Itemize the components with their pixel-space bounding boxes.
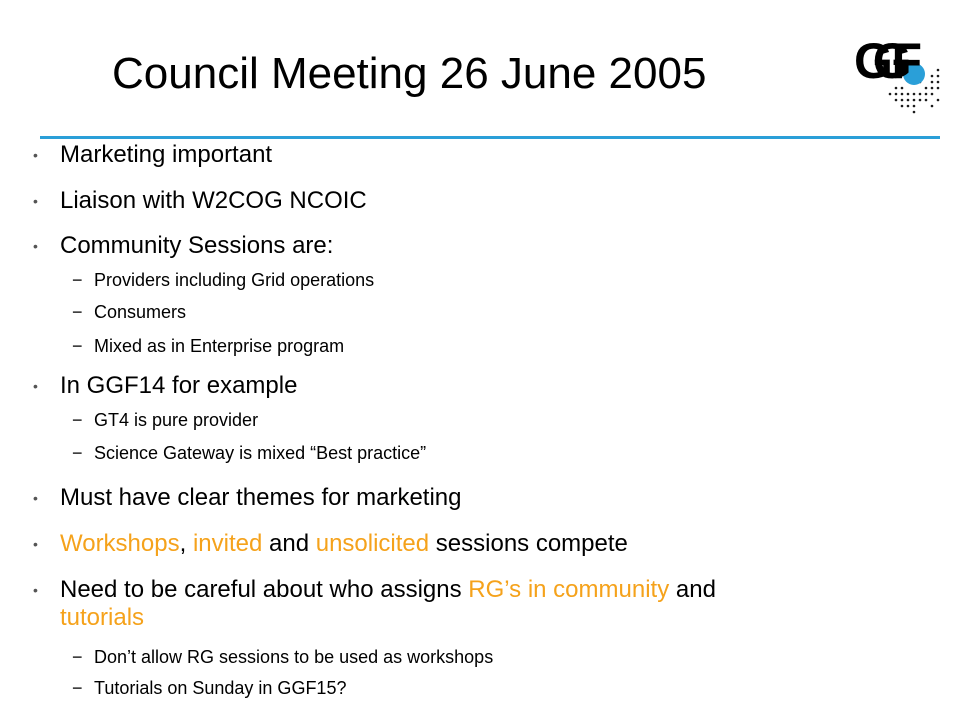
sub-bullet-text: Consumers <box>94 302 187 322</box>
bullet-text: sessions compete <box>429 530 628 557</box>
sub-bullet-dash: − <box>72 678 83 698</box>
sub-bullet-item <box>72 269 375 291</box>
bullet-item <box>33 576 716 604</box>
sub-bullet-text: Don’t allow RG sessions to be used as workshops <box>94 647 494 667</box>
bullet-item <box>33 372 298 400</box>
bullet-continuation <box>60 604 144 632</box>
sub-bullet-dash: − <box>72 410 83 430</box>
highlight-text: invited <box>192 530 263 557</box>
bullet-text: Must have clear themes for marketing <box>60 484 462 511</box>
bullet-dot: • <box>33 238 38 254</box>
sub-bullet-dash: − <box>72 336 83 356</box>
bullet-dot: • <box>33 147 38 163</box>
bullet-text: Liaison with W2COG NCOIC <box>60 187 367 214</box>
sub-bullet-text: Mixed as in Enterprise program <box>94 336 345 356</box>
bullet-dot: • <box>33 490 38 506</box>
sub-bullet-item <box>72 677 347 699</box>
sub-bullet-dash: − <box>72 270 83 290</box>
sub-bullet-item <box>72 646 494 668</box>
bullet-text: Marketing important <box>60 141 273 168</box>
bullet-text: and <box>669 576 716 603</box>
bullet-item <box>33 141 273 169</box>
sub-bullet-dash: − <box>72 443 83 463</box>
sub-bullet-item <box>72 301 187 323</box>
sub-bullet-item <box>72 442 427 464</box>
bullet-item <box>33 484 462 512</box>
sub-bullet-dash: − <box>72 647 83 667</box>
bullet-text: In GGF14 for example <box>60 372 298 399</box>
bullet-text: Community Sessions are: <box>60 232 334 259</box>
bullet-item <box>33 530 628 558</box>
bullet-text: and <box>262 530 316 557</box>
sub-bullet-text: Science Gateway is mixed “Best practice” <box>94 443 427 463</box>
bullet-text: Need to be careful about who assigns <box>60 576 469 603</box>
sub-bullet-text: Providers including Grid operations <box>94 270 375 290</box>
slide-title: Council Meeting 26 June 2005 <box>112 49 707 98</box>
bullet-item <box>33 187 367 215</box>
svg-text:GGF: GGF <box>854 33 916 89</box>
highlight-text: unsolicited <box>315 530 430 557</box>
bullet-dot: • <box>33 582 38 598</box>
highlight-text: RG’s in community <box>468 576 670 603</box>
bullet-text: , <box>179 530 193 557</box>
highlight-text: tutorials <box>60 604 145 631</box>
sub-bullet-item <box>72 335 345 357</box>
highlight-text: Workshops <box>60 530 180 557</box>
bullet-dot: • <box>33 193 38 209</box>
sub-bullet-text: Tutorials on Sunday in GGF15? <box>94 678 347 698</box>
bullet-dot: • <box>33 536 38 552</box>
sub-bullet-dash: − <box>72 302 83 322</box>
bullet-item <box>33 232 334 260</box>
bullet-dot: • <box>33 378 38 394</box>
sub-bullet-text: GT4 is pure provider <box>94 410 259 430</box>
sub-bullet-item <box>72 409 259 431</box>
